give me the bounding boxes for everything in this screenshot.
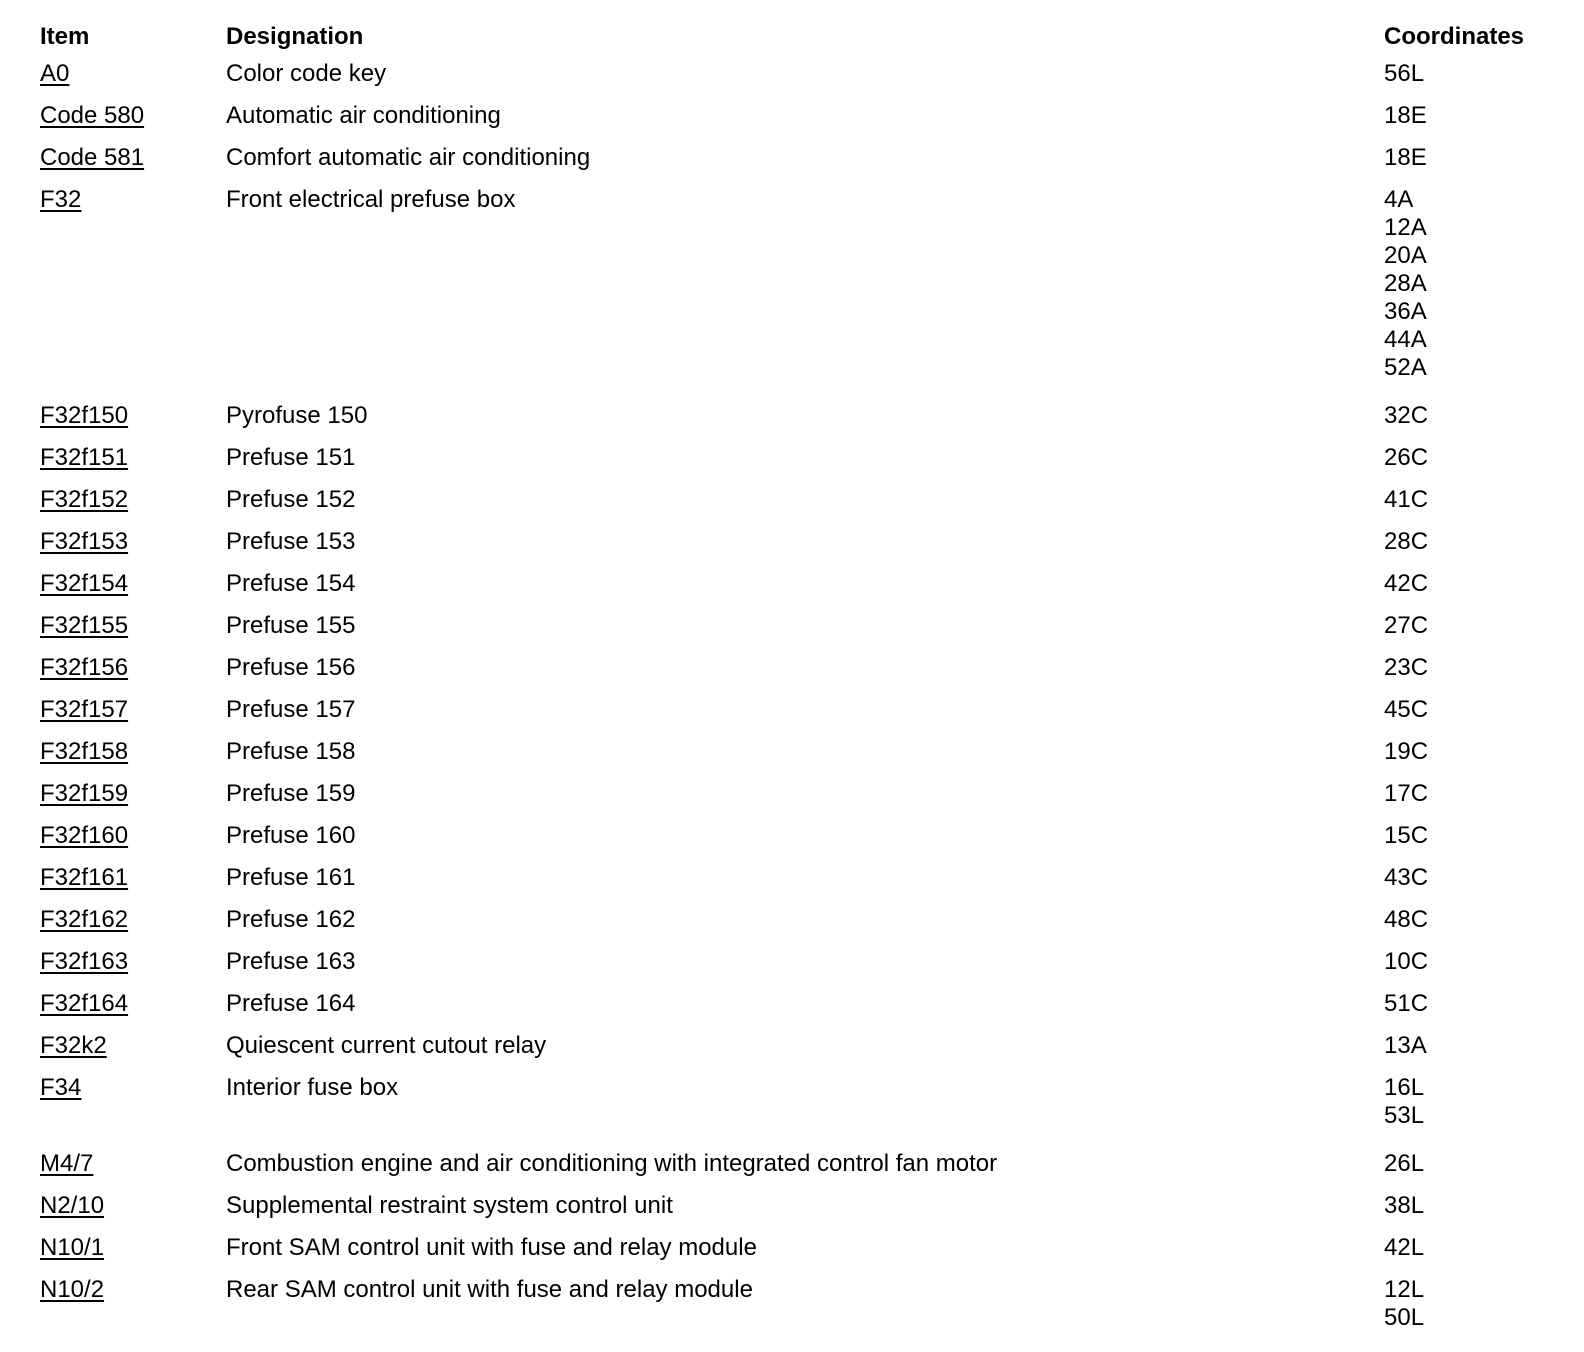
item-cell (40, 444, 226, 486)
designation-cell: Front SAM control unit with fuse and relay module (226, 1234, 757, 1261)
item-cell (40, 1192, 226, 1234)
coordinate-value: 41C (1384, 486, 1429, 513)
item-cell (40, 570, 226, 612)
coordinate-value: 27C (1384, 612, 1429, 639)
coordinate-value: 28A (1384, 270, 1427, 297)
coordinate-value: 38L (1384, 1192, 1425, 1219)
designation-cell: Front electrical prefuse box (226, 186, 516, 213)
table-row (40, 1276, 1550, 1352)
coordinate-value: 45C (1384, 696, 1429, 723)
coordinate-value: 50L (1384, 1304, 1425, 1331)
coordinate-value: 51C (1384, 990, 1429, 1017)
coordinate-value: 26L (1384, 1150, 1425, 1177)
item-cell (40, 654, 226, 696)
coordinate-value: 36A (1384, 298, 1427, 325)
coordinate-value: 13A (1384, 1032, 1427, 1059)
coordinate-value: 28C (1384, 528, 1429, 555)
coordinates-cell (1384, 738, 1550, 780)
item-cell (40, 1276, 226, 1352)
coordinate-value: 17C (1384, 780, 1429, 807)
designation-cell: Prefuse 153 (226, 528, 356, 555)
table-row (40, 144, 1550, 186)
designation-cell: Interior fuse box (226, 1074, 399, 1101)
designation-cell: Prefuse 151 (226, 444, 356, 471)
designation-cell: Combustion engine and air conditioning with integrated control fan motor (226, 1150, 998, 1177)
table-body (40, 60, 1550, 1352)
designation-cell: Prefuse 164 (226, 990, 356, 1017)
coordinates-cell (1384, 1150, 1550, 1192)
coordinate-value: 52A (1384, 354, 1427, 381)
item-cell (40, 60, 226, 102)
item-link[interactable]: N10/2 (40, 1276, 105, 1303)
item-cell (40, 402, 226, 444)
item-link[interactable]: Code 580 (40, 102, 145, 129)
coordinates-cell (1384, 906, 1550, 948)
item-link[interactable]: F32f156 (40, 654, 129, 681)
item-link[interactable]: F32f163 (40, 948, 129, 975)
designation-cell: Prefuse 152 (226, 486, 356, 513)
item-link[interactable]: F32f154 (40, 570, 129, 597)
item-cell (40, 696, 226, 738)
table-row (40, 186, 1550, 402)
coordinates-cell (1384, 1192, 1550, 1234)
item-link[interactable]: N2/10 (40, 1192, 105, 1219)
item-cell (40, 864, 226, 906)
table-row (40, 444, 1550, 486)
designation-cell: Prefuse 154 (226, 570, 356, 597)
coordinate-value: 48C (1384, 906, 1429, 933)
table-header (40, 20, 1550, 60)
item-link[interactable]: F32f155 (40, 612, 129, 639)
table-row (40, 654, 1550, 696)
item-link[interactable]: A0 (40, 60, 70, 87)
table-row (40, 1032, 1550, 1074)
item-cell (40, 1074, 226, 1150)
item-link[interactable]: F32f158 (40, 738, 129, 765)
designation-cell: Prefuse 156 (226, 654, 356, 681)
designation-cell: Comfort automatic air conditioning (226, 144, 591, 171)
designation-cell: Prefuse 159 (226, 780, 356, 807)
designation-cell: Prefuse 155 (226, 612, 356, 639)
item-link[interactable]: F32f150 (40, 402, 129, 429)
coordinates-cell (1384, 528, 1550, 570)
table-row (40, 402, 1550, 444)
coordinate-value: 42L (1384, 1234, 1425, 1261)
designation-cell: Prefuse 162 (226, 906, 356, 933)
coordinate-value: 12L (1384, 1276, 1425, 1303)
coordinate-value: 12A (1384, 214, 1427, 241)
coordinates-cell (1384, 444, 1550, 486)
designation-cell: Color code key (226, 60, 387, 87)
table-row (40, 570, 1550, 612)
coordinates-cell (1384, 186, 1550, 402)
legend-table (40, 20, 1550, 1352)
coordinate-value: 4A (1384, 186, 1414, 213)
table-row (40, 906, 1550, 948)
coordinates-cell (1384, 402, 1550, 444)
coordinates-cell (1384, 948, 1550, 990)
table-row (40, 612, 1550, 654)
coordinate-value: 10C (1384, 948, 1429, 975)
coordinate-value: 42C (1384, 570, 1429, 597)
item-cell (40, 1234, 226, 1276)
item-link[interactable]: F32f152 (40, 486, 129, 513)
item-cell (40, 612, 226, 654)
table-row (40, 822, 1550, 864)
coordinate-value: 19C (1384, 738, 1429, 765)
table-row (40, 780, 1550, 822)
item-link[interactable]: F32 (40, 186, 82, 213)
item-cell (40, 906, 226, 948)
designation-cell: Automatic air conditioning (226, 102, 501, 129)
designation-cell: Quiescent current cutout relay (226, 1032, 547, 1059)
table-row (40, 528, 1550, 570)
header-item: Item (40, 23, 90, 50)
coordinate-value: 15C (1384, 822, 1429, 849)
item-cell (40, 990, 226, 1032)
coordinates-cell (1384, 144, 1550, 186)
coordinate-value: 53L (1384, 1102, 1425, 1129)
designation-cell: Prefuse 157 (226, 696, 356, 723)
table-row (40, 990, 1550, 1032)
designation-cell: Pyrofuse 150 (226, 402, 368, 429)
coordinates-cell (1384, 822, 1550, 864)
item-link[interactable]: F32f153 (40, 528, 129, 555)
item-cell (40, 144, 226, 186)
coordinates-cell (1384, 780, 1550, 822)
item-link[interactable]: Code 581 (40, 144, 145, 171)
designation-cell: Prefuse 161 (226, 864, 356, 891)
item-link[interactable]: F32f161 (40, 864, 129, 891)
header-coordinates: Coordinates (1384, 23, 1525, 50)
coordinate-value: 16L (1384, 1074, 1425, 1101)
table-row (40, 1234, 1550, 1276)
table-row (40, 102, 1550, 144)
coordinates-cell (1384, 1032, 1550, 1074)
coordinates-cell (1384, 864, 1550, 906)
item-link[interactable]: N10/1 (40, 1234, 105, 1261)
table-row (40, 1150, 1550, 1192)
designation-cell: Prefuse 158 (226, 738, 356, 765)
header-designation: Designation (226, 23, 364, 50)
coordinates-cell (1384, 102, 1550, 144)
table-row (40, 864, 1550, 906)
table-row (40, 486, 1550, 528)
item-cell (40, 738, 226, 780)
coordinates-cell (1384, 486, 1550, 528)
coordinate-value: 56L (1384, 60, 1425, 87)
item-link[interactable]: F32f151 (40, 444, 129, 471)
item-link[interactable]: F32f162 (40, 906, 129, 933)
coordinate-value: 32C (1384, 402, 1429, 429)
table-row (40, 948, 1550, 990)
item-link[interactable]: F32f157 (40, 696, 129, 723)
designation-cell: Prefuse 160 (226, 822, 356, 849)
item-link[interactable]: F32f164 (40, 990, 129, 1017)
item-cell (40, 528, 226, 570)
item-cell (40, 486, 226, 528)
table-row (40, 60, 1550, 102)
coordinate-value: 43C (1384, 864, 1429, 891)
coordinates-cell (1384, 60, 1550, 102)
item-link[interactable]: M4/7 (40, 1150, 94, 1177)
table-row (40, 696, 1550, 738)
coordinates-cell (1384, 990, 1550, 1032)
item-cell (40, 102, 226, 144)
table-row (40, 738, 1550, 780)
coordinates-cell (1384, 654, 1550, 696)
coordinates-cell (1384, 570, 1550, 612)
table-row (40, 1074, 1550, 1150)
coordinates-cell (1384, 612, 1550, 654)
item-link[interactable]: F34 (40, 1074, 82, 1101)
item-link[interactable]: F32f159 (40, 780, 129, 807)
table-row (40, 1192, 1550, 1234)
item-cell (40, 822, 226, 864)
coordinates-cell (1384, 1276, 1550, 1352)
item-cell (40, 948, 226, 990)
designation-cell: Prefuse 163 (226, 948, 356, 975)
coordinates-cell (1384, 1074, 1550, 1150)
coordinate-value: 20A (1384, 242, 1427, 269)
coordinate-value: 23C (1384, 654, 1429, 681)
coordinates-cell (1384, 696, 1550, 738)
coordinate-value: 18E (1384, 144, 1427, 171)
coordinate-value: 44A (1384, 326, 1427, 353)
coordinate-value: 26C (1384, 444, 1429, 471)
item-cell (40, 780, 226, 822)
item-link[interactable]: F32k2 (40, 1032, 107, 1059)
coordinate-value: 18E (1384, 102, 1427, 129)
designation-cell: Rear SAM control unit with fuse and relay module (226, 1276, 753, 1303)
designation-cell: Supplemental restraint system control unit (226, 1192, 673, 1219)
item-cell (40, 1032, 226, 1074)
item-link[interactable]: F32f160 (40, 822, 129, 849)
item-cell (40, 1150, 226, 1192)
coordinates-cell (1384, 1234, 1550, 1276)
item-cell (40, 186, 226, 402)
